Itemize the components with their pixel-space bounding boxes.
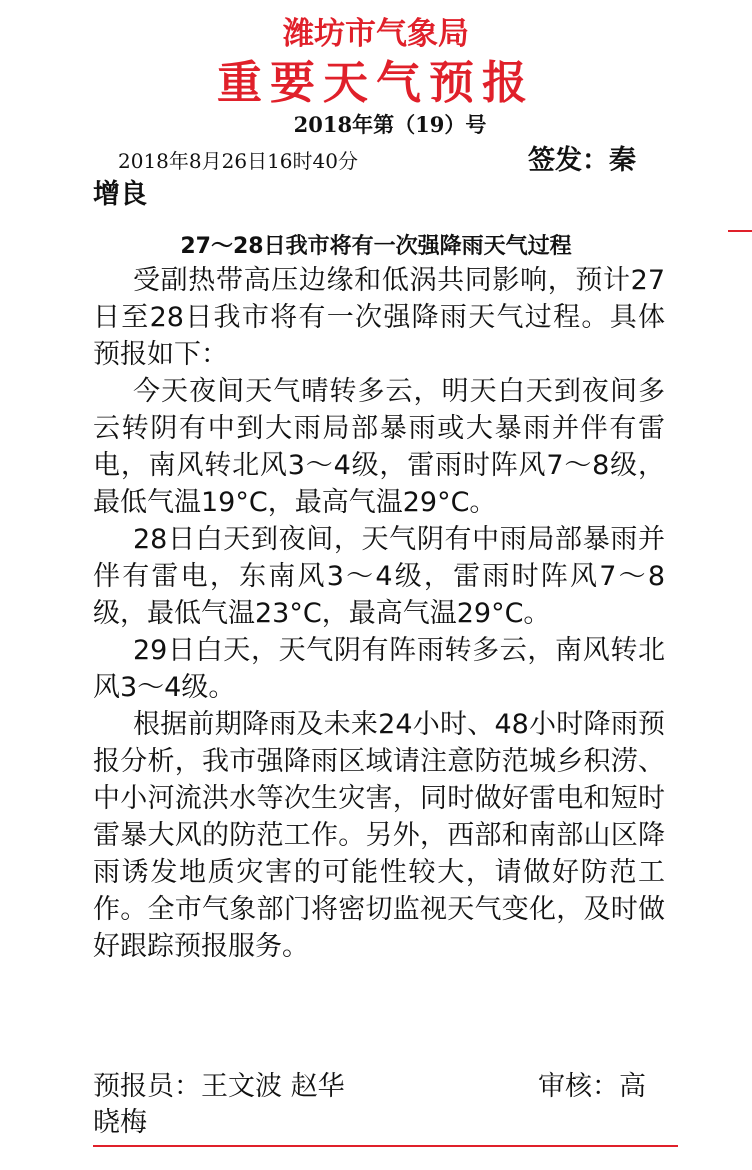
document-title: 重要天气预报 — [216, 56, 535, 109]
bottom-divider — [93, 1145, 678, 1147]
paragraph-tonight-tomorrow: 今天夜间天气晴转多云，明天白天到夜间多云转阴有中到大雨局部暴雨或大暴雨并伴有雷电，南风转北风3～4级，雷雨时阵风7～8级，最低气温19°C，最高气温29°C。 — [93, 376, 665, 518]
issue-time: 2018年8月26日16时40分 — [118, 149, 358, 173]
reviewer-name: 晓梅 — [93, 1107, 147, 1138]
paragraph-29th: 29日白天，天气阴有阵雨转多云，南风转北风3～4级。 — [93, 635, 665, 703]
paragraph-28th: 28日白天到夜间，天气阴有中雨局部暴雨并伴有雷电，东南风3～4级，雷雨时阵风7～8级，最低气温23°C，最高气温29°C。 — [93, 524, 665, 629]
reviewer-label: 审核：高 — [538, 1071, 646, 1102]
agency-name: 潍坊市气象局 — [283, 16, 469, 52]
signer-label: 签发：秦 — [528, 145, 636, 176]
forecast-headline: 27～28日我市将有一次强降雨天气过程 — [180, 234, 572, 259]
paragraph-intro: 受副热带高压边缘和低涡共同影响，预计27日至28日我市将有一次强降雨天气过程。具体预报如下： — [93, 265, 665, 370]
paragraph-advice: 根据前期降雨及未来24小时、48小时降雨预报分析，我市强降雨区域请注意防范城乡积涝、中小河流洪水等次生灾害，同时做好雷电和短时雷暴大风的防范工作。另外，西部和南部山区降雨诱发地质灾害的可能性较大，请做好防范工作。全市气象部门将密切监视天气变化，及时做好跟踪预报服务。 — [93, 709, 665, 962]
signer-name: 增良 — [93, 179, 147, 210]
issue-number: 2018年第（19）号 — [293, 112, 487, 137]
forecast-body — [93, 262, 665, 965]
forecaster-line: 预报员：王文波 赵华 — [93, 1071, 345, 1102]
